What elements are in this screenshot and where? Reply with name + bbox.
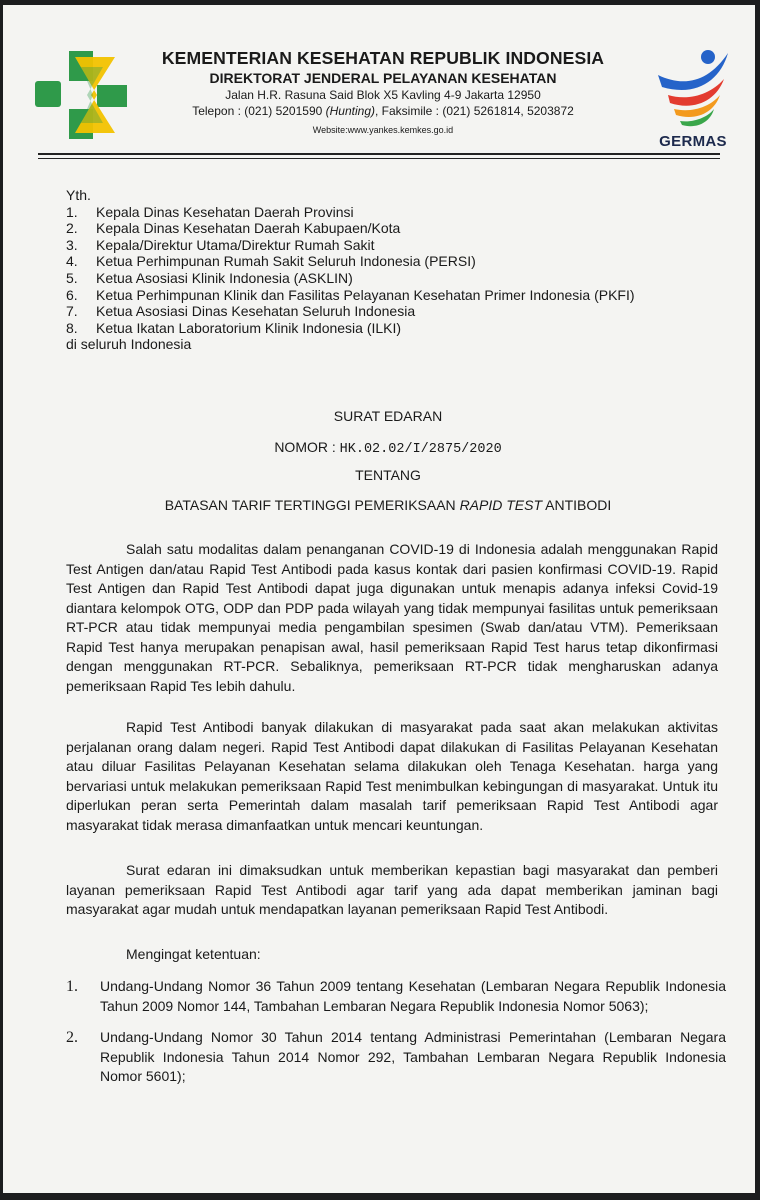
website: Website:www.yankes.kemkes.go.id (312, 125, 454, 135)
subject-part-3: ANTIBODI (542, 497, 612, 513)
phone-line (133, 103, 633, 120)
recipient-item (66, 253, 726, 270)
recipient-text: Ketua Perhimpunan Rumah Sakit Seluruh Indonesia (PERSI) (96, 253, 476, 270)
recipient-text: Ketua Ikatan Laboratorium Klinik Indonesia (ILKI) (96, 319, 402, 336)
consideration-item (66, 977, 726, 1016)
office-address: Jalan H.R. Rasuna Said Blok X5 Kavling 4-9 Jakarta 12950 (225, 88, 541, 102)
number-value: HK.02.02/I/2875/2020 (339, 442, 502, 457)
letter-type: SURAT EDARAN (333, 408, 443, 424)
recipient-location: di seluruh Indonesia (66, 336, 192, 353)
consideration-text: Undang-Undang Nomor 36 Tahun 2009 tentang Kesehatan (Lembaran Negara Republik Indonesia Tahun 2009 Nomor 144, Tambahan Lembaran Negara Republik Indonesia Nomor 5063); (100, 978, 726, 1014)
recipient-number: 3. (66, 236, 78, 253)
recipient-item (66, 237, 726, 254)
letterhead-divider-thick (38, 153, 720, 155)
letter-number (43, 439, 733, 457)
document-page (3, 5, 755, 1193)
paragraph-3: Surat edaran ini dimaksudkan untuk memberikan kepastian bagi masyarakat dan pemberi layanan pemeriksaan Rapid Test Antibodi agar tarif yang ada dapat memberikan jaminan bagi masyarakat agar mudah untuk mendapatkan layanan pemeriksaan Rapid Test Antibodi. (66, 862, 718, 917)
consideration-number: 1. (66, 978, 78, 995)
consideration-number: 2. (66, 1029, 78, 1046)
letter-subject (43, 497, 733, 513)
letterhead (133, 47, 633, 138)
subject-part-2: RAPID TEST (459, 497, 543, 513)
consideration-text: Undang-Undang Nomor 30 Tahun 2014 tentang Administrasi Pemerintahan (Lembaran Negara Republik Indonesia Tahun 2014 Nomor 292, Tambahan Lembaran Negara Republik Indonesia Nomor 5601); (100, 1029, 726, 1084)
recipient-number: 7. (66, 303, 78, 320)
consideration-item (66, 1028, 726, 1087)
subject-part-1: BATASAN TARIF TERTINGGI PEMERIKSAAN (164, 497, 460, 513)
recipient-text: Ketua Asosiasi Dinas Kesehatan Seluruh Indonesia (96, 303, 416, 320)
salutation: Yth. (66, 187, 91, 203)
germas-logo (648, 45, 738, 155)
phone-hunting: (Hunting) (325, 104, 375, 118)
recipient-item (66, 270, 726, 287)
recipient-text: Ketua Asosiasi Klinik Indonesia (ASKLIN) (96, 269, 353, 286)
about-label: TENTANG (355, 467, 421, 483)
recipient-number: 2. (66, 220, 78, 237)
directorate-name: DIREKTORAT JENDERAL PELAYANAN KESEHATAN (209, 70, 557, 86)
considerations-list (66, 977, 726, 1099)
recipient-text: Ketua Perhimpunan Klinik dan Fasilitas Pelayanan Kesehatan Primer Indonesia (PKFI) (96, 286, 635, 303)
paragraph-1: Salah satu modalitas dalam penanganan COVID-19 di Indonesia adalah menggunakan Rapid Test Antigen dan/atau Rapid Test Antibodi pada kasus kontak dari pasien konfirmasi COVID-19. Rapid Test Antigen dan Rapid Test Antibodi dapat juga digunakan untuk menapis adanya infeksi Covid-19 diantara kelompok OTG, ODP dan PDP pada wilayah yang tidak mempunyai fasilitas untuk pemeriksaan RT-PCR atau tidak mempunyai media pengambilan spesimen (Swab dan/atau VTM). Pemeriksaan Rapid Test hanya merupakan penapisan awal, hasil pemeriksaan Rapid Test harus tetap dikonfirmasi dengan menggunakan RT-PCR. Sebaliknya, pemeriksaan RT-PCR tidak mengharuskan adanya pemeriksaan Rapid Tes lebih dahulu. (66, 541, 718, 694)
recipient-item (66, 303, 726, 320)
recipient-item (66, 287, 726, 304)
number-label: NOMOR : (274, 439, 340, 455)
recipient-number: 4. (66, 253, 78, 270)
ministry-name: KEMENTERIAN KESEHATAN REPUBLIK INDONESIA (161, 48, 605, 68)
recipient-item (66, 320, 726, 337)
germas-label: GERMAS (659, 133, 727, 150)
paragraph-2: Rapid Test Antibodi banyak dilakukan di masyarakat pada saat akan melakukan aktivitas perjalanan orang dalam negeri. Rapid Test Antibodi dapat dilakukan di Fasilitas Pelayanan Kesehatan atau diluar Fasilitas Pelayanan Kesehatan selama dilakukan oleh Tenaga Kesehatan. harga yang bervariasi untuk melakukan pemeriksaan Rapid Test menimbulkan kebingungan di masyarakat. Untuk itu diperlukan peran serta Pemerintah dalam masalah tarif pemeriksaan Rapid Test Antibodi agar masyarakat tidak merasa dimanfaatkan untuk mencari keuntungan. (66, 719, 718, 833)
recipient-item (66, 204, 726, 221)
recipient-number: 8. (66, 319, 78, 336)
recipient-number: 6. (66, 286, 78, 303)
recipient-list (66, 204, 726, 337)
germas-emblem-icon (648, 45, 738, 135)
recipient-text: Kepala/Direktur Utama/Direktur Rumah Sakit (96, 236, 375, 253)
recipient-text: Kepala Dinas Kesehatan Daerah Provinsi (96, 203, 354, 220)
fax-numbers: , Faksimile : (021) 5261814, 5203872 (375, 104, 574, 118)
letterhead-divider-thin (38, 158, 720, 159)
considering-label: Mengingat ketentuan: (126, 946, 261, 962)
recipient-text: Kepala Dinas Kesehatan Daerah Kabupaen/Kota (96, 220, 401, 237)
recipient-item (66, 220, 726, 237)
recipient-number: 1. (66, 203, 78, 220)
phone-prefix: Telepon : (021) 5201590 (192, 104, 326, 118)
recipient-number: 5. (66, 269, 78, 286)
addressee-block (66, 187, 726, 353)
kemenkes-logo-icon (31, 45, 131, 145)
